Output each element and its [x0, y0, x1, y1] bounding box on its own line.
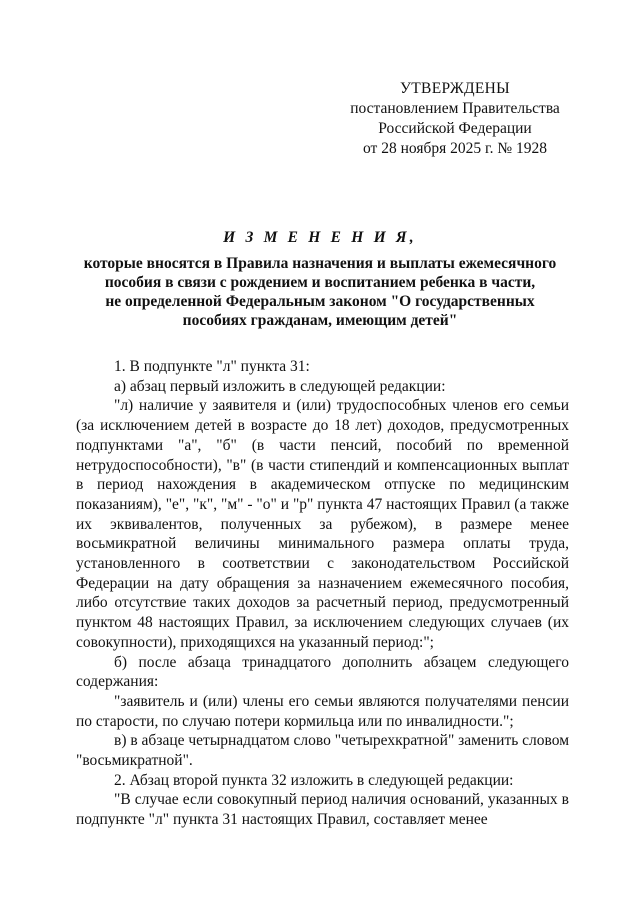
paragraph-quoted-text: "л) наличие у заявителя и (или) трудоспособных членов его семьи (за исключением детей в возрасте до 18 лет) доходов, предусмотренных подпунктами "а", "б" (в части пенсий, пособий по временной нетрудоспособности), "в" (в части стипендий и компенсационных выплат в период нахождения в академическом отпуске по медицинским показаниям), "е", "к", "м" - "о" и "р" пункта 47 настоящих Правил (а также их эквивалентов, полученных за рубежом), в размере менее восьмикратной величины минимального размера оплаты труда, установленного в соответствии с законодательством Российской Федерации на дату обращения за назначением ежемесячного пособия, либо отсутствие таких доходов за расчетный период, предусмотренный пунктом 48 настоящих Правил, за исключением следующих случаев (их совокупности), приходящихся на указанный период:"; — [76, 397, 569, 651]
document-title: И З М Е Н Е Н И Я, — [223, 229, 417, 246]
paragraph-item-2: 2. Абзац второй пункта 32 изложить в следующей редакции: — [114, 771, 514, 789]
document-body — [76, 357, 569, 830]
paragraph-subitem-c: в) в абзаце четырнадцатом слово "четырехкратной" заменить словом "восьмикратной". — [76, 732, 570, 770]
document-subtitle-line: пособия в связи с рождением и воспитанием ребенка в части, — [104, 274, 536, 291]
document-heading — [40, 228, 600, 330]
document-subtitle-line: которые вносятся в Правила назначения и выплаты ежемесячного — [83, 255, 557, 272]
approval-stamp — [335, 79, 575, 159]
approval-title: УТВЕРЖДЕНЫ — [400, 80, 510, 97]
approval-date-line: от 28 ноября 2025 г. № 1928 — [363, 140, 547, 157]
document-subtitle-line: пособиях гражданам, имеющим детей" — [182, 312, 458, 329]
paragraph-quoted-text: "В случае если совокупный период наличия оснований, указанных в подпункте "л" пункта 31 настоящих Правил, составляет менее — [76, 791, 569, 829]
paragraph-item-1: 1. В подпункте "л" пункта 31: — [114, 358, 310, 375]
document-subtitle-line: не определенной Федеральным законом "О государственных — [105, 293, 535, 310]
paragraph-subitem-b: б) после абзаца тринадцатого дополнить абзацем следующего содержания: — [76, 653, 569, 691]
paragraph-subitem-a: а) абзац первый изложить в следующей редакции: — [114, 377, 446, 395]
approval-line: постановлением Правительства — [350, 100, 560, 117]
approval-line: Российской Федерации — [378, 120, 532, 137]
paragraph-quoted-text: "заявитель и (или) члены его семьи являются получателями пенсии по старости, по случаю потери кормильца или по инвалидности."; — [76, 692, 569, 730]
